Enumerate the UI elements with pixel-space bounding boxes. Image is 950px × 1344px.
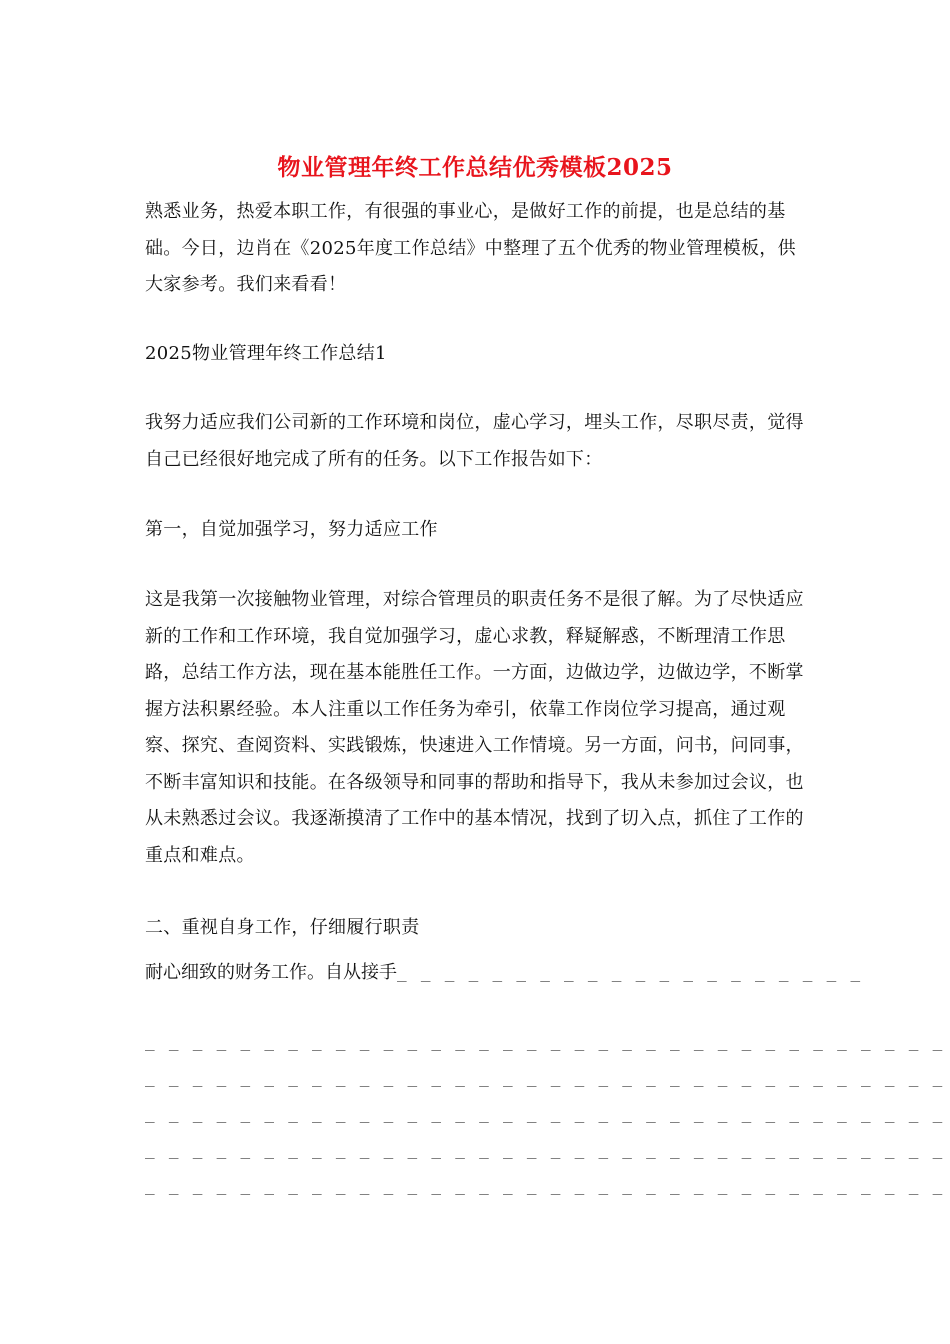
placeholder-line-4: _ _ _ _ _ _ _ _ _ _ _ _ _ _ _ _ _ _ _ _ _ _ _ _ _ _ _ _ _ _ _ _ _ _ xyxy=(145,1140,945,1159)
paragraph-1 xyxy=(145,405,809,478)
heading-1-text: 第一，自觉加强学习，努力适应工作 xyxy=(145,519,438,540)
paragraph-1-text: 我努力适应我们公司新的工作环境和岗位，虚心学习，埋头工作，尽职尽责，觉得自己已经很好地完成了所有的任务。以下工作报告如下： xyxy=(145,412,804,470)
paragraph-3-start: 耐心细致的财务工作。自从接手 xyxy=(145,962,397,983)
placeholder-line-1: _ _ _ _ _ _ _ _ _ _ _ _ _ _ _ _ _ _ _ _ _ _ _ _ _ _ _ _ _ _ _ _ _ _ xyxy=(145,1032,945,1051)
document-title: 物业管理年终工作总结优秀模板2025 xyxy=(277,154,673,181)
paragraph-2 xyxy=(145,582,809,874)
heading-2-text: 二、重视自身工作，仔细履行职责 xyxy=(145,917,420,938)
intro-paragraph xyxy=(145,194,809,304)
section-heading xyxy=(145,336,809,373)
heading-2 xyxy=(145,910,809,947)
placeholder-tail: _ _ _ _ _ _ _ _ _ _ _ _ _ _ _ _ _ _ _ _ xyxy=(397,963,863,982)
placeholder-line-5: _ _ _ _ _ _ _ _ _ _ _ _ _ _ _ _ _ _ _ _ _ _ _ _ _ _ _ _ _ _ _ _ _ _ xyxy=(145,1176,945,1195)
section-heading-text: 2025物业管理年终工作总结1 xyxy=(145,343,387,364)
paragraph-2-text: 这是我第一次接触物业管理，对综合管理员的职责任务不是很了解。为了尽快适应新的工作和工作环境，我自觉加强学习，虚心求教，释疑解惑，不断理清工作思路，总结工作方法，现在基本能胜任工作。一方面，边做边学，边做边学，不断掌握方法积累经验。本人注重以工作任务为牵引，依靠工作岗位学习提高，通过观察、探究、查阅资料、实践锻炼，快速进入工作情境。另一方面，问书，问同事，不断丰富知识和技能。在各级领导和同事的帮助和指导下，我从未参加过会议，也从未熟悉过会议。我逐渐摸清了工作中的基本情况，找到了切入点，抓住了工作的重点和难点。 xyxy=(145,589,804,866)
placeholder-line-3: _ _ _ _ _ _ _ _ _ _ _ _ _ _ _ _ _ _ _ _ _ _ _ _ _ _ _ _ _ _ _ _ _ _ xyxy=(145,1104,945,1123)
heading-1 xyxy=(145,512,809,549)
intro-text: 熟悉业务，热爱本职工作，有很强的事业心，是做好工作的前提，也是总结的基础。今日，边肖在《2025年度工作总结》中整理了五个优秀的物业管理模板，供大家参考。我们来看看！ xyxy=(145,201,796,295)
paragraph-3-first-line xyxy=(145,955,863,991)
placeholder-line-2: _ _ _ _ _ _ _ _ _ _ _ _ _ _ _ _ _ _ _ _ _ _ _ _ _ _ _ _ _ _ _ _ _ _ xyxy=(145,1068,945,1087)
